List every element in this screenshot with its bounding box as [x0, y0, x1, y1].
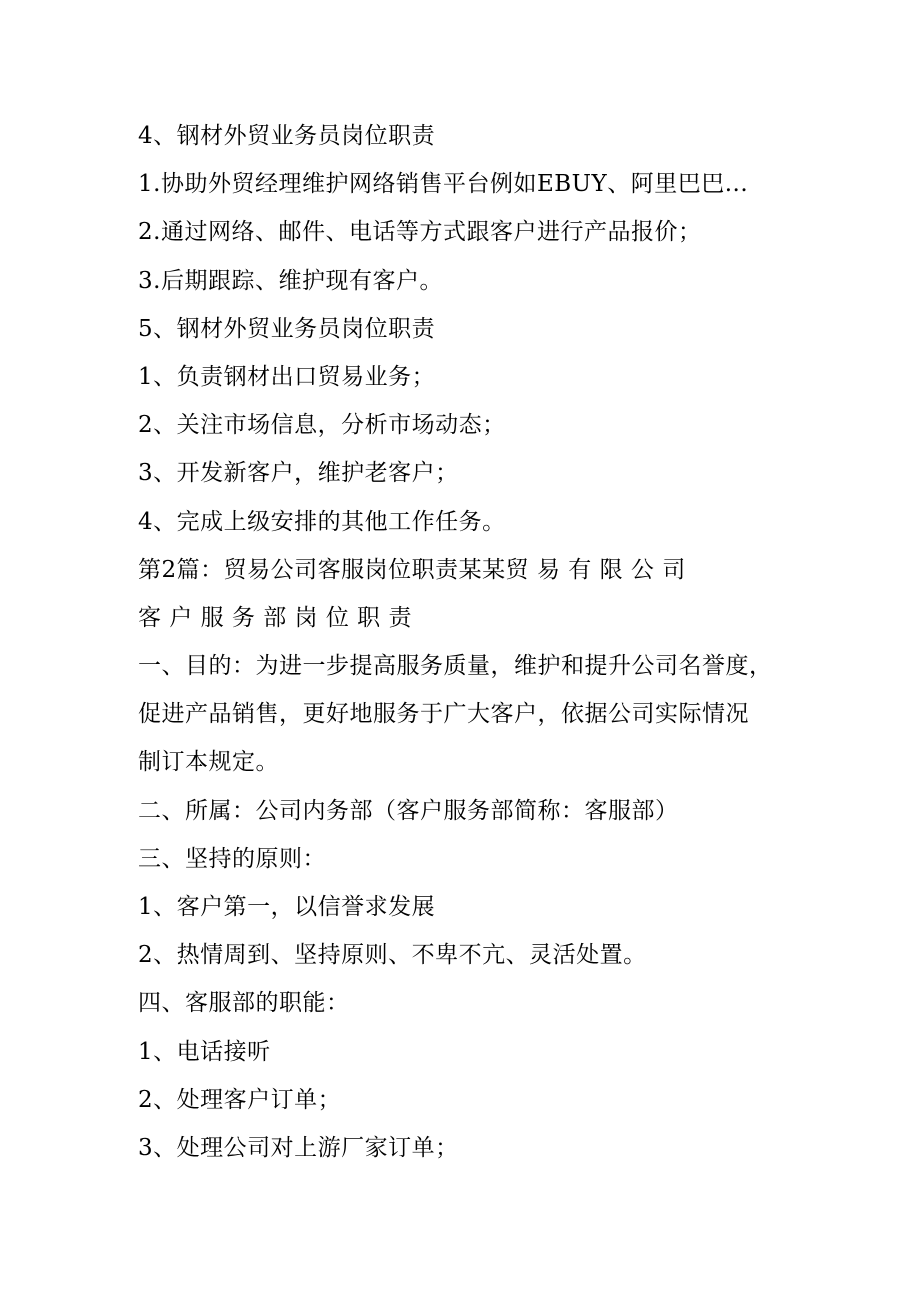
text-line: 2.通过网络、邮件、电话等方式跟客户进行产品报价；: [138, 219, 702, 246]
text-line: 促进产品销售，更好地服务于广大客户，依据公司实际情况: [138, 701, 749, 728]
text-line: 四、客服部的职能：: [138, 990, 350, 1017]
text-line: 3.后期跟踪、维护现有客户。: [138, 267, 443, 294]
text-line: 2、热情周到、坚持原则、不卑不亢、灵活处置。: [138, 942, 647, 969]
text-line: 一、目的：为进一步提高服务质量，维护和提升公司名誉度，: [138, 653, 773, 680]
text-line: 第2篇：贸易公司客服岗位职责某某贸 易 有 限 公 司: [138, 556, 686, 583]
text-line: 1、电话接听: [138, 1038, 271, 1065]
document-body: [138, 112, 798, 1172]
text-line: 2、处理客户订单；: [138, 1086, 342, 1113]
text-line: 1、客户第一，以信誉求发展: [138, 894, 436, 920]
text-line: 3、处理公司对上游厂家订单；: [138, 1134, 459, 1161]
text-line: 制订本规定。: [138, 749, 279, 776]
text-line: 三、坚持的原则：: [138, 845, 326, 872]
text-line: 二、所属：公司内务部（客户服务部简称：客服部）: [138, 797, 679, 824]
text-line: 3、开发新客户，维护老客户；: [138, 460, 459, 487]
text-line: 4、完成上级安排的其他工作任务。: [138, 508, 506, 535]
text-line: 2、关注市场信息，分析市场动态；: [138, 412, 506, 439]
text-line: 4、钢材外贸业务员岗位职责: [138, 123, 436, 149]
text-line: 1.协助外贸经理维护网络销售平台例如EBUY、阿里巴巴...: [138, 171, 749, 198]
text-line: 客 户 服 务 部 岗 位 职 责: [138, 604, 412, 631]
text-line: 5、钢材外贸业务员岗位职责: [138, 315, 436, 342]
text-line: 1、负责钢材出口贸易业务；: [138, 363, 436, 390]
